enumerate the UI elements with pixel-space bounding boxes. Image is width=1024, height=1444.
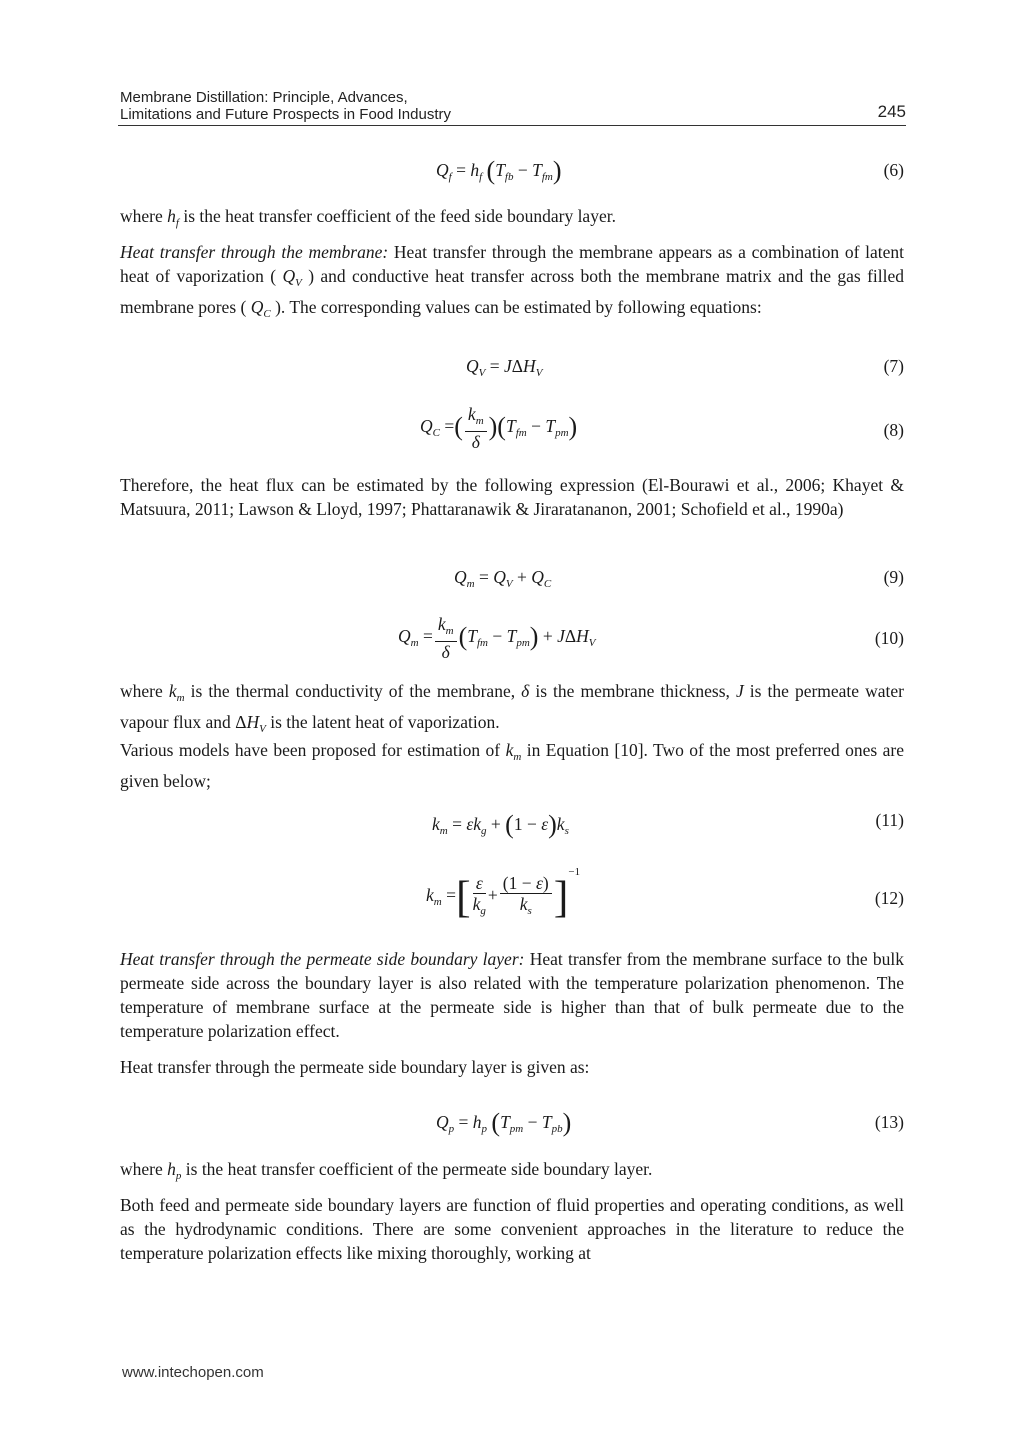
equation-12-math: $k_m$ =[ $\frac{\varepsilon}{k_g}$ + $\frac{(1 - \varepsilon)}{k_s}$ ]$^{-1}$ <box>426 866 581 922</box>
equation-8 <box>120 404 904 456</box>
equation-11-number: (11) <box>875 810 904 830</box>
equation-10-math: $Q_m$ = $\frac{k_m}{\delta}$ $(T_{fm} - T_{pm}) + J\Delta H_V$ <box>398 614 596 662</box>
equation-11 <box>120 808 904 852</box>
paragraph-membrane-heat: Heat transfer through the membrane: Heat transfer through the membrane appears as a combination of latent heat of vaporization ( $Q_V$ ) and conductive heat transfer across both the membrane matrix and the gas filled membrane pores ( $Q_C$ ). The corresponding values can be estimated by following equations: <box>120 242 904 320</box>
footer-url[interactable]: www.intechopen.com <box>122 1364 264 1381</box>
paragraph-heat-flux: Therefore, the heat flux can be estimated by the following expression (El-Bourawi et al., 2006; Khayet & Matsuura, 2011; Lawson & Lloyd, 1997; Phattaranawik & Jiraratananon, 2001; Schofield et al., 1990a) <box>120 475 904 519</box>
equation-7-math: $Q_V = J\Delta H_V$ <box>466 356 543 379</box>
equation-10-number: (10) <box>874 628 904 648</box>
equation-6-math: $Q_f = h_f$ $(T_{fb} - T_{fm})$ <box>436 156 562 185</box>
paragraph-boundary-layers: Both feed and permeate side boundary layers are function of fluid properties and operating conditions, as well as the hydrodynamic conditions. There are some convenient approaches in the literature to reduce the temperature polarization effects like mixing thoroughly, working at <box>120 1195 904 1263</box>
header-title-line2: Limitations and Future Prospects in Food Industry <box>120 106 451 123</box>
equation-7 <box>120 354 904 398</box>
equation-8-number: (8) <box>883 420 904 440</box>
paragraph-km-definition: where $k_m$ is the thermal conductivity of the membrane, δ is the membrane thickness, J is the permeate water vapour flux and $\Delta H_V$ is the latent heat of vaporization. <box>120 681 904 735</box>
paragraph-hp: where $h_p$ is the heat transfer coefficient of the permeate side boundary layer. <box>120 1159 653 1182</box>
section-heading-membrane: Heat transfer through the membrane: <box>120 242 389 262</box>
equation-13-number: (13) <box>874 1112 904 1132</box>
equation-12-number: (12) <box>874 888 904 908</box>
equation-6-number: (6) <box>883 160 904 180</box>
equation-8-math: $Q_C$ =( $\frac{k_m}{\delta}$ )$(T_{fm} - T_{pm})$ <box>420 404 578 452</box>
paragraph-permeate-boundary: Heat transfer through the permeate side boundary layer: Heat transfer from the membrane surface to the bulk permeate side across the boundary layer is also related with the temperature polarization phenomenon. The temperature of membrane surface at the permeate side is higher than that of bulk permeate due to the temperature polarization effect. <box>120 949 904 1041</box>
equation-12 <box>120 862 904 932</box>
paragraph-permeate-given: Heat transfer through the permeate side boundary layer is given as: <box>120 1057 590 1077</box>
running-header <box>120 89 906 123</box>
page-number: 245 <box>877 102 906 121</box>
equation-9 <box>120 565 904 609</box>
equation-9-math: $Q_m = Q_V + Q_C$ <box>454 567 552 590</box>
equation-13-math: $Q_p = h_p$ $(T_{pm} - T_{pb})$ <box>436 1108 572 1137</box>
equation-9-number: (9) <box>883 567 904 587</box>
equation-7-number: (7) <box>883 356 904 376</box>
header-title-line1: Membrane Distillation: Principle, Advances, <box>120 89 408 106</box>
paragraph-models: Various models have been proposed for estimation of $k_m$ in Equation [10]. Two of the most preferred ones are given below; <box>120 740 904 791</box>
paragraph-hf: where $h_f$ is the heat transfer coefficient of the feed side boundary layer. <box>120 206 616 229</box>
equation-6 <box>120 154 904 198</box>
equation-11-math: $k_m = \varepsilon k_g + (1 - \varepsilon)k_s$ <box>432 810 569 839</box>
header-rule <box>118 125 906 126</box>
section-heading-permeate: Heat transfer through the permeate side boundary layer: <box>120 949 525 969</box>
equation-13 <box>120 1108 904 1152</box>
equation-10 <box>120 614 904 666</box>
